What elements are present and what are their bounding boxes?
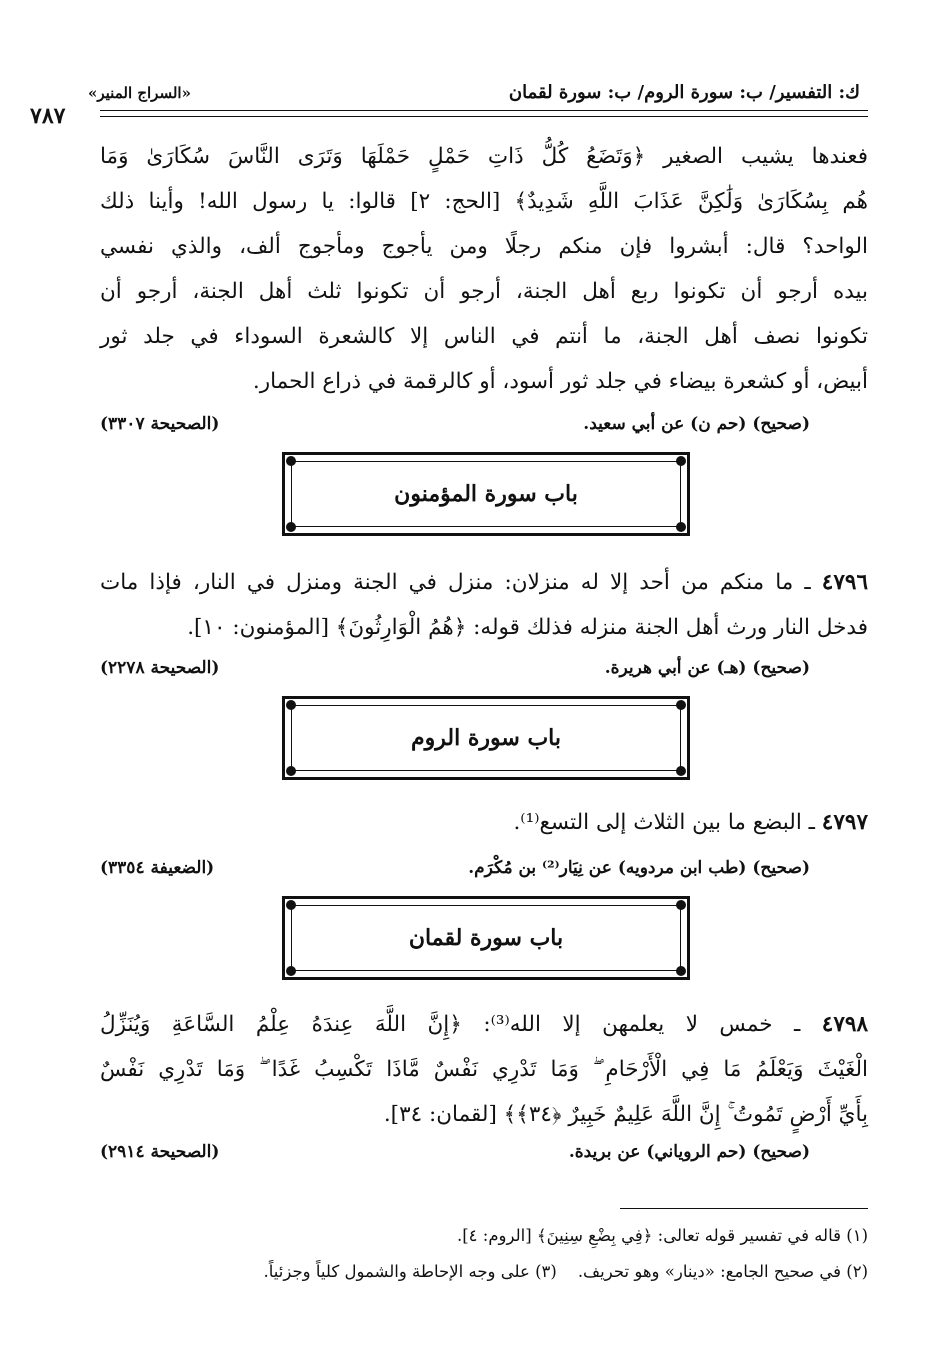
text-line: أبيض، أو كشعرة بيضاء في جلد ثور أسود، أو كالرقمة في ذراع الحمار.: [252, 369, 868, 394]
header-rule-bottom: [100, 116, 868, 117]
hadith-reference: (الضعيفة ٣٣٥٤): [100, 858, 215, 878]
hadith-grade: (صحيح) (حم ن) عن أبي سعيد.: [583, 414, 810, 434]
text-line: هُم بِسُكَارَىٰ وَلَٰكِنَّ عَذَابَ اللَّهِ شَدِيدٌ﴾ [الحج: ٢] قالوا: يا رسول الله! وأينا ذلك: [100, 189, 868, 214]
footnote-1: (١) قاله في تفسير قوله تعالى: ﴿فِي بِضْعِ سِنِينَ﴾ [الروم: ٤].: [456, 1226, 868, 1245]
footnote-rule: [620, 1208, 868, 1209]
footnote-2: (٢) في صحيح الجامع: «دينار» وهو تحريف.: [577, 1262, 868, 1281]
text-line: [100, 1002, 868, 1047]
hadith-4796: [100, 560, 868, 650]
text-line: بيده أرجو أن تكونوا ربع أهل الجنة، أرجو أن تكونوا ثلث أهل الجنة، أرجو أن: [100, 279, 868, 304]
hadith-number: ٤٧٩٦: [821, 570, 868, 595]
chapter-heading-frame: [282, 896, 690, 980]
chapter-heading-frame: [282, 696, 690, 780]
hadith-continuation: [100, 134, 868, 404]
footnote-3: (٣) على وجه الإحاطة والشمول كلياً وجزئياً.: [263, 1262, 557, 1281]
hadith-number: ٤٧٩٨: [821, 1012, 868, 1037]
page-number: ٧٨٧: [30, 103, 66, 129]
text-line: [100, 560, 868, 605]
header-rule-top: [100, 110, 868, 111]
hadith-reference: (الصحيحة ٣٣٠٧): [100, 414, 220, 434]
hadith-reference: (الصحيحة ٢٩١٤): [100, 1142, 220, 1162]
chapter-title: باب سورة لقمان: [408, 925, 564, 951]
chapter-title: باب سورة المؤمنون: [394, 481, 578, 507]
hadith-4798: [100, 1002, 868, 1137]
section-breadcrumb: ك: التفسير/ ب: سورة الروم/ ب: سورة لقمان: [508, 82, 860, 103]
hadith-text: ـ خمس لا يعلمهن إلا الله⁽³⁾: ﴿إِنَّ اللَّهَ عِندَهُ عِلْمُ السَّاعَةِ وَيُنَزِّلُ: [100, 1012, 801, 1037]
hadith-grade: (صحيح) (حم الروياني) عن بريدة.: [568, 1142, 810, 1162]
text-line: فعندها يشيب الصغير ﴿وَتَضَعُ كُلُّ ذَاتِ حَمْلٍ حَمْلَهَا وَتَرَى النَّاسَ سُكَارَىٰ وَمَا: [100, 144, 868, 169]
text-line: الواحد؟ قال: أبشروا فإن منكم رجلًا ومن يأجوج ومأجوج ألف، والذي نفسي: [100, 234, 868, 259]
hadith-grade: (صحيح) (طب ابن مردويه) عن نِيَار⁽²⁾ بن مُكْرَم.: [468, 858, 810, 878]
text-line: تكونوا نصف أهل الجنة، ما أنتم في الناس إلا كالشعرة السوداء في جلد ثور: [100, 324, 868, 349]
text-line: بِأَيِّ أَرْضٍ تَمُوتُ ۚ إِنَّ اللَّهَ عَلِيمٌ خَبِيرٌ ﴿٣٤﴾﴾ [لقمان: ٣٤].: [383, 1102, 868, 1127]
hadith-number: ٤٧٩٧: [821, 810, 868, 835]
hadith-text: ـ البضع ما بين الثلاث إلى التسع⁽¹⁾.: [513, 810, 815, 835]
hadith-4797: [100, 800, 868, 845]
hadith-text: ـ ما منكم من أحد إلا له منزلان: منزل في الجنة ومنزل في النار، فإذا مات: [100, 570, 811, 595]
text-line: فدخل النار ورث أهل الجنة منزله فذلك قوله: ﴿هُمُ الْوَارِثُونَ﴾ [المؤمنون: ١٠].: [187, 615, 868, 640]
footnote-2-3: [264, 1262, 868, 1281]
hadith-reference: (الصحيحة ٢٢٧٨): [100, 658, 220, 678]
chapter-title: باب سورة الروم: [411, 725, 562, 751]
text-line: [100, 800, 868, 845]
hadith-grade: (صحيح) (هـ) عن أبي هريرة.: [604, 658, 810, 678]
book-title: «السراج المنير»: [88, 84, 191, 102]
chapter-heading-frame: [282, 452, 690, 536]
text-line: الْغَيْثَ وَيَعْلَمُ مَا فِي الْأَرْحَامِ ۖ وَمَا تَدْرِي نَفْسٌ مَّاذَا تَكْسِبُ غَدًا ۖ وَمَا تَدْرِي نَفْسٌ: [100, 1057, 868, 1082]
